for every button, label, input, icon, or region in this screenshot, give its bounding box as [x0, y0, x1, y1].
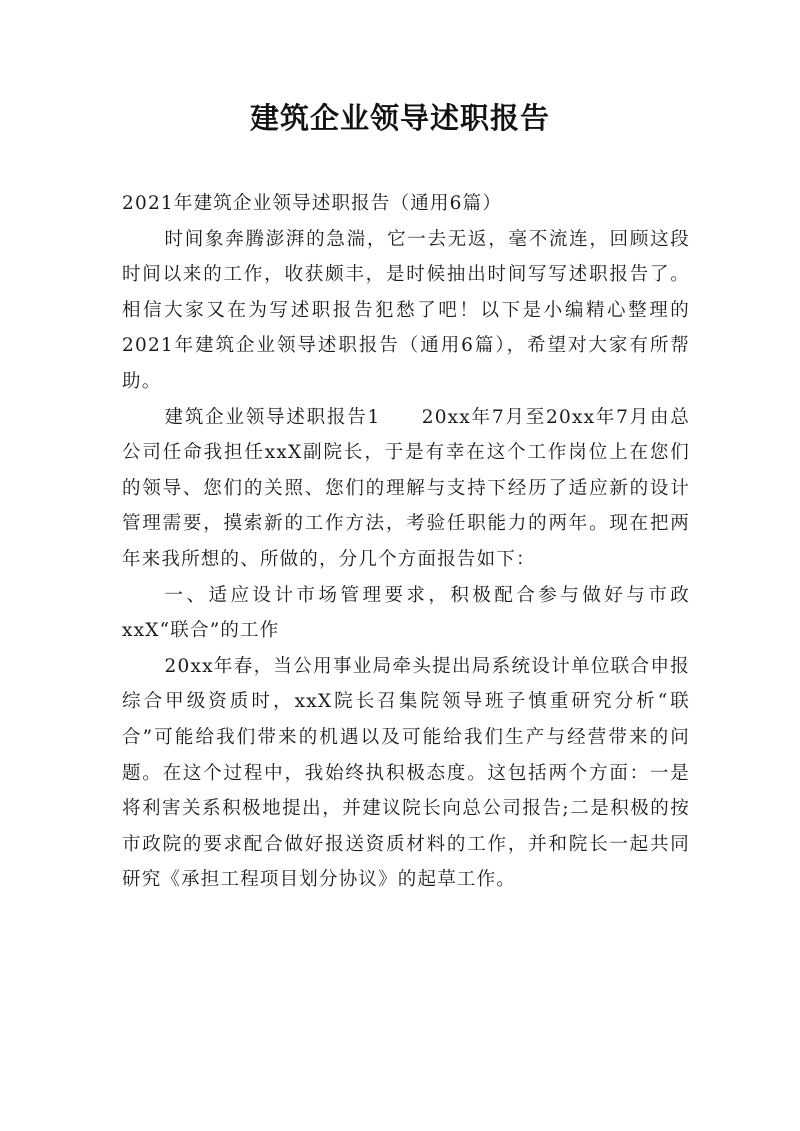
- document-body: [122, 186, 690, 898]
- section-heading-1: 一、适应设计市场管理要求，积极配合参与做好与市政xxX“联合”的工作: [122, 584, 690, 642]
- document-title: 建筑企业领导述职报告: [249, 101, 550, 135]
- body-paragraph: 20xx年春，当公用事业局牵头提出局系统设计单位联合申报综合甲级资质时，xxX院长召集院领导班子慎重研究分析“联合”可能给我们带来的机遇以及可能给我们生产与经营带来的问题。在这个过程中，我始终执积极态度。这包括两个方面：一是将利害关系积极地提出，并建议院长向总公司报告;二是积极的按市政院的要求配合做好报送资质材料的工作，并和院长一起共同研究《承担工程项目划分协议》的起草工作。: [122, 655, 690, 891]
- intro-paragraph: 时间象奔腾澎湃的急湍，它一去无返，毫不流连，回顾这段时间以来的工作，收获颇丰，是时候抽出时间写写述职报告了。相信大家又在为写述职报告犯愁了吧！以下是小编精心整理的2021年建筑企业领导述职报告（通用6篇），希望对大家有所帮助。: [122, 228, 690, 392]
- subtitle-paragraph: 2021年建筑企业领导述职报告（通用6篇）: [122, 193, 503, 214]
- report-1-paragraph: 建筑企业领导述职报告1 20xx年7月至20xx年7月由总公司任命我担任xxX副院长，于是有幸在这个工作岗位上在您们的领导、您们的关照、您们的理解与支持下经历了适应新的设计管理需要，摸索新的工作方法，考验任职能力的两年。现在把两年来我所想的、所做的，分几个方面报告如下：: [122, 406, 690, 570]
